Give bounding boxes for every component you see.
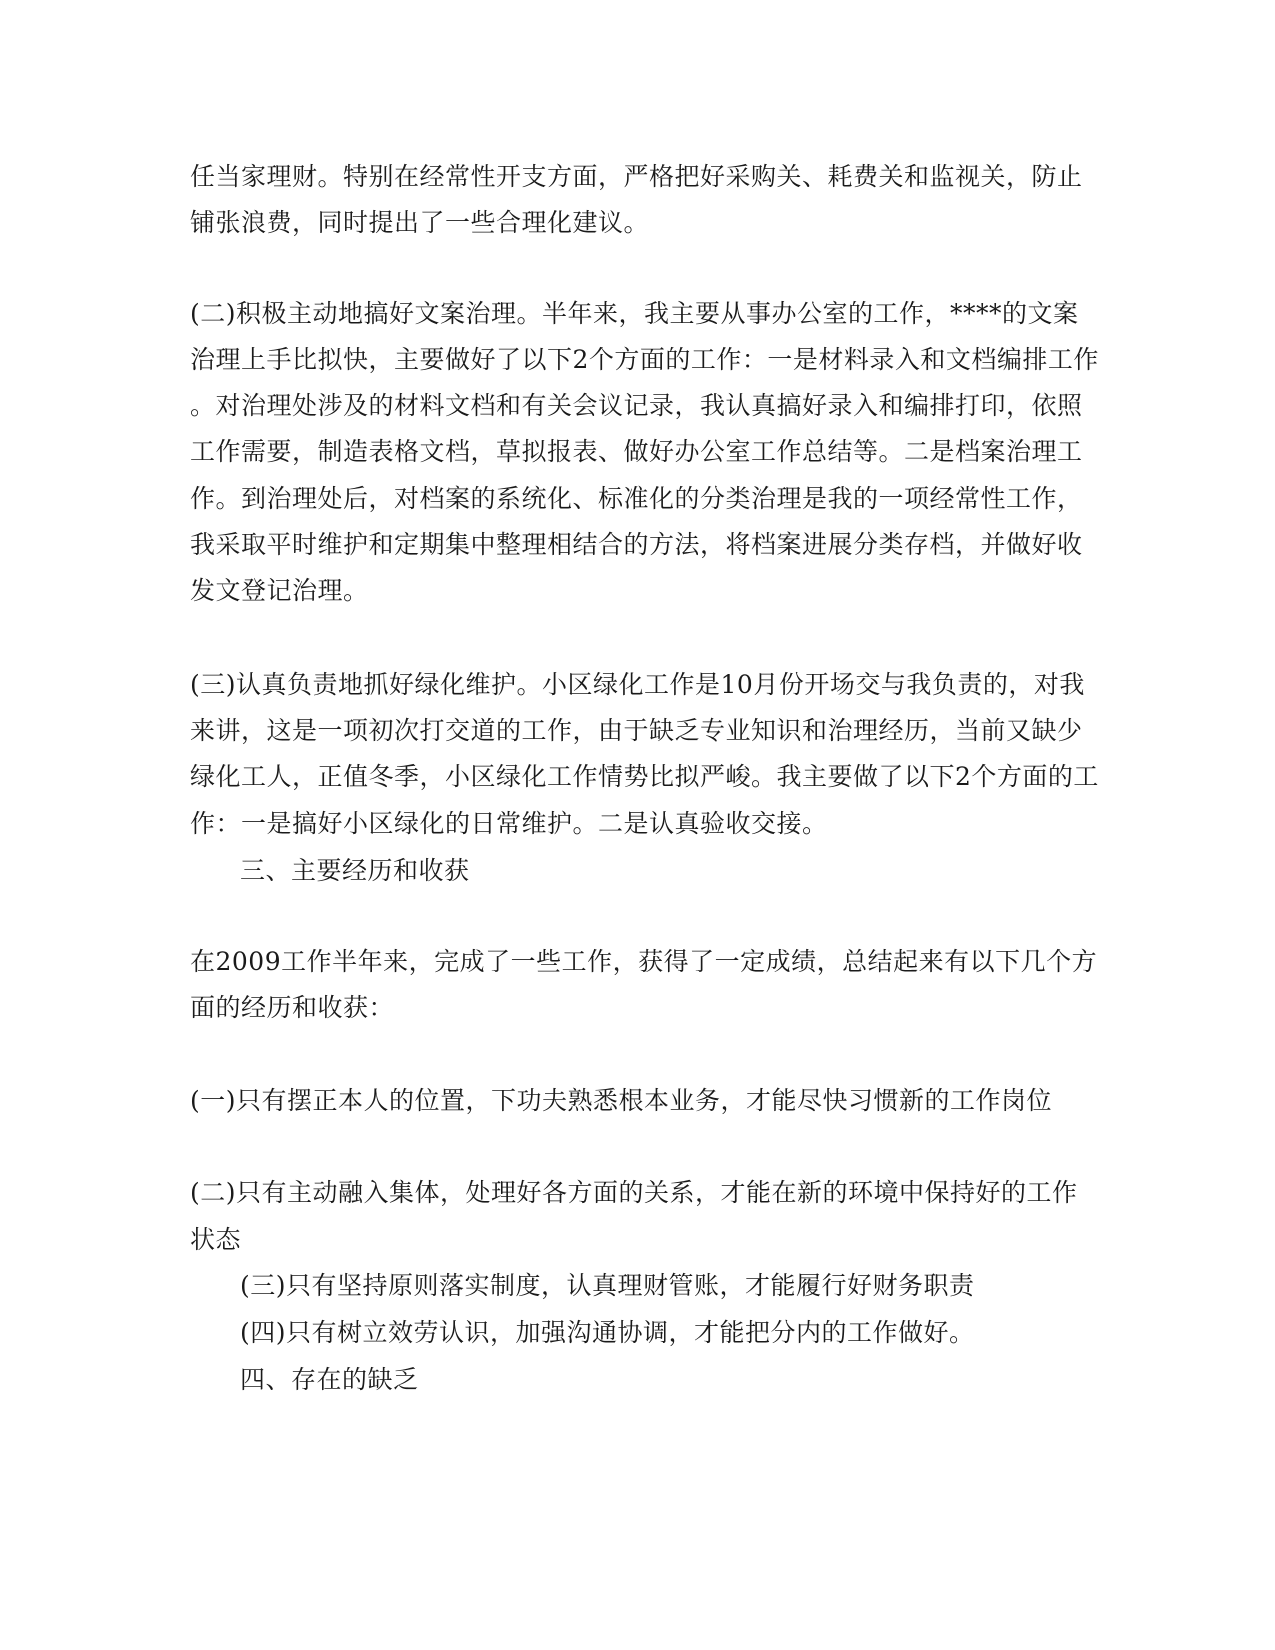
text-line-15: 在2009工作半年来，完成了一些工作，获得了一定成绩，总结起来有以下几个方 <box>190 947 1098 976</box>
text-line-8: 我采取平时维护和定期集中整理相结合的方法，将档案进展分类存档，并做好收 <box>190 530 1083 559</box>
section-heading-3: 三、主要经历和收获 <box>240 856 470 885</box>
text-line-21: (四)只有树立效劳认识，加强沟通协调，才能把分内的工作做好。 <box>240 1318 975 1347</box>
text-line-11: 来讲，这是一项初次打交道的工作，由于缺乏专业知识和治理经历，当前又缺少 <box>190 716 1083 745</box>
text-line-3: (二)积极主动地搞好文案治理。半年来，我主要从事办公室的工作，****的文案 <box>190 299 1079 328</box>
text-line-16: 面的经历和收获： <box>190 993 395 1022</box>
text-line-2: 铺张浪费，同时提出了一些合理化建议。 <box>190 208 650 237</box>
text-line-19: 状态 <box>190 1225 242 1254</box>
text-line-13: 作：一是搞好小区绿化的日常维护。二是认真验收交接。 <box>190 809 828 838</box>
section-heading-4: 四、存在的缺乏 <box>240 1365 419 1394</box>
text-line-5: 。对治理处涉及的材料文档和有关会议记录，我认真搞好录入和编排打印，依照 <box>190 391 1083 420</box>
text-line-9: 发文登记治理。 <box>190 576 369 605</box>
text-line-7: 作。到治理处后，对档案的系统化、标准化的分类治理是我的一项经常性工作， <box>190 484 1083 513</box>
text-line-18: (二)只有主动融入集体，处理好各方面的关系，才能在新的环境中保持好的工作 <box>190 1178 1078 1207</box>
text-line-17: (一)只有摆正本人的位置，下功夫熟悉根本业务，才能尽快习惯新的工作岗位 <box>190 1086 1053 1115</box>
text-line-12: 绿化工人，正值冬季，小区绿化工作情势比拟严峻。我主要做了以下2个方面的工 <box>190 762 1099 791</box>
text-line-4: 治理上手比拟快，主要做好了以下2个方面的工作：一是材料录入和文档编排工作 <box>190 345 1099 374</box>
text-line-1: 任当家理财。特别在经常性开支方面，严格把好采购关、耗费关和监视关，防止 <box>190 162 1083 191</box>
text-line-20: (三)只有坚持原则落实制度，认真理财管账，才能履行好财务职责 <box>240 1271 975 1300</box>
text-line-6: 工作需要，制造表格文档，草拟报表、做好办公室工作总结等。二是档案治理工 <box>190 437 1083 466</box>
text-line-10: (三)认真负责地抓好绿化维护。小区绿化工作是10月份开场交与我负责的，对我 <box>190 670 1085 699</box>
